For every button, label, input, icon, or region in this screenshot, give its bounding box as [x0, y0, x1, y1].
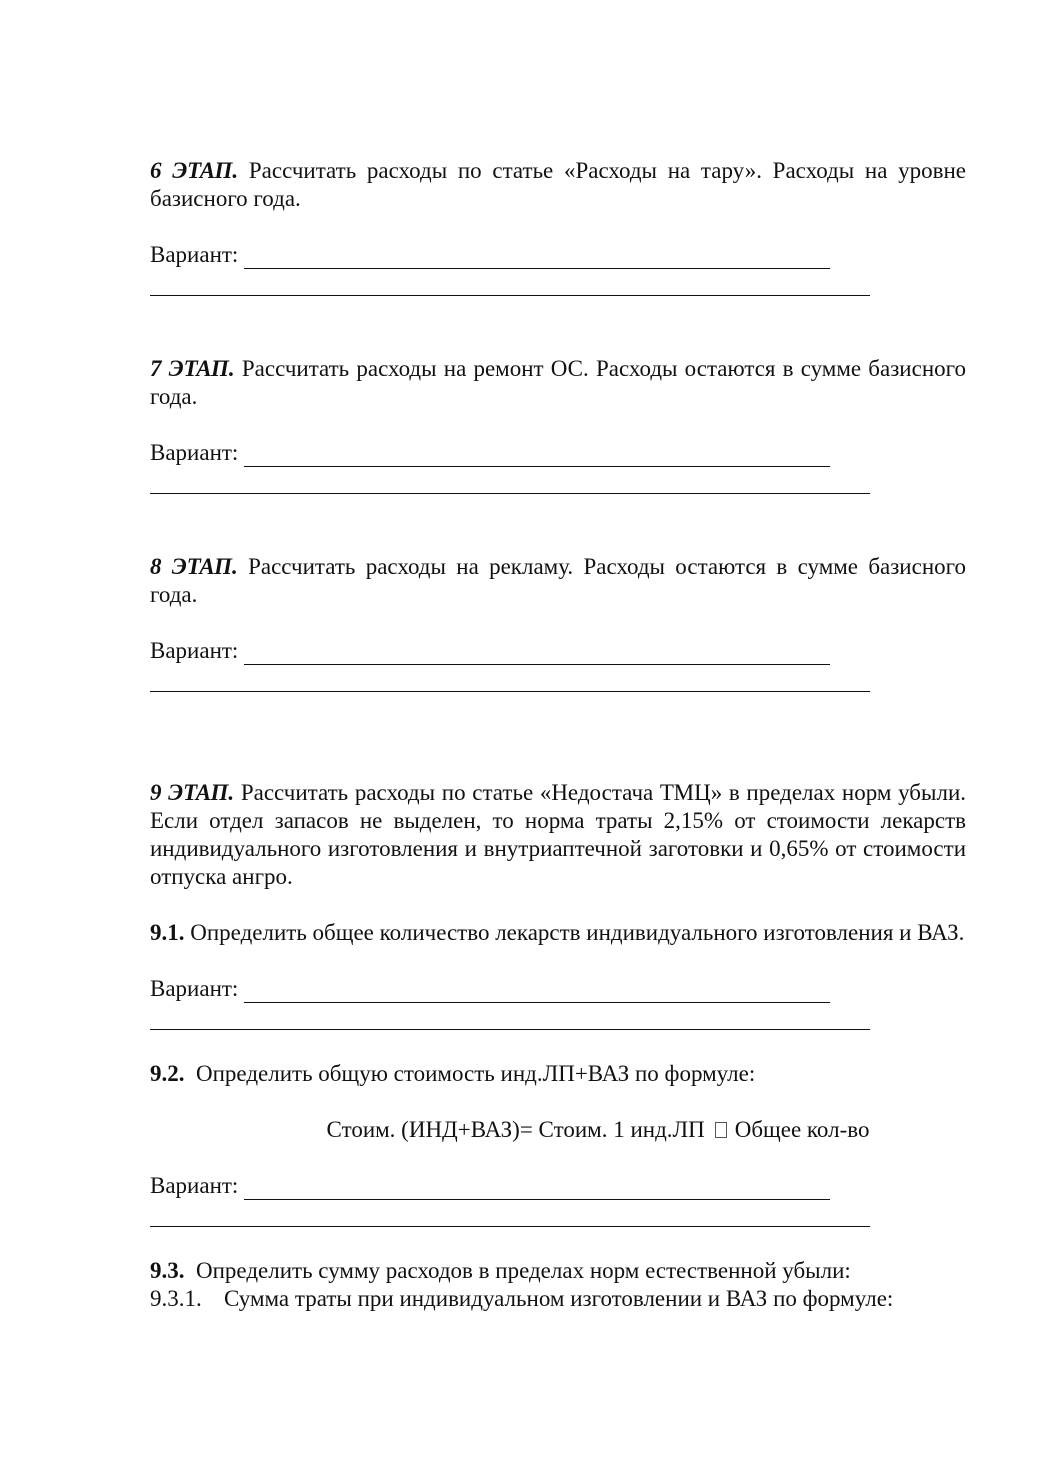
- stage-8-text: Рассчитать расходы на рекламу. Расходы остаются в сумме базисного года.: [150, 554, 966, 607]
- variant-label: Вариант:: [150, 1173, 239, 1198]
- variant-line: [150, 637, 966, 665]
- stage-7-label: 7 ЭТАП.: [150, 356, 235, 381]
- step-9-3-label: 9.3.: [150, 1258, 185, 1283]
- document-body: [150, 157, 966, 1313]
- multiply-symbol-icon: [715, 1122, 727, 1138]
- step-9-1-text: Определить общее количество лекарств индивидуального изготовления и ВАЗ.: [184, 920, 965, 945]
- variant-label: Вариант:: [150, 242, 239, 267]
- formula-left: Стоим. (ИНД+ВАЗ)= Стоим. 1 инд.ЛП: [326, 1117, 705, 1142]
- stage-9-label: 9 ЭТАП.: [150, 780, 235, 805]
- step-9-3-text: Определить сумму расходов в пределах норм естественной убыли:: [184, 1258, 851, 1283]
- stage-8-paragraph: [150, 553, 966, 609]
- variant-answer-blank[interactable]: [244, 248, 830, 269]
- step-9-2-label: 9.2.: [150, 1061, 185, 1086]
- variant-line: [150, 975, 966, 1003]
- stage-9-paragraph: [150, 779, 966, 891]
- stage-8-label: 8 ЭТАП.: [150, 554, 238, 579]
- variant-label: Вариант:: [150, 976, 239, 1001]
- variant-answer-blank[interactable]: [244, 644, 830, 665]
- step-9-2-text: Определить общую стоимость инд.ЛП+ВАЗ по формуле:: [184, 1061, 756, 1086]
- step-9-3-1-paragraph: [150, 1285, 966, 1313]
- stage-6-label: 6 ЭТАП.: [150, 158, 239, 183]
- variant-line: [150, 241, 966, 269]
- step-9-3-paragraph: [150, 1257, 966, 1285]
- stage-7-paragraph: [150, 355, 966, 411]
- variant-label: Вариант:: [150, 440, 239, 465]
- variant-answer-blank[interactable]: [244, 982, 830, 1003]
- step-9-2-paragraph: [150, 1060, 966, 1088]
- stage-6-text: Рассчитать расходы по статье «Расходы на тару». Расходы на уровне базисного года.: [150, 158, 966, 211]
- variant-label: Вариант:: [150, 638, 239, 663]
- formula-right: Общее кол-во: [734, 1117, 870, 1142]
- stage-7-text: Рассчитать расходы на ремонт ОС. Расходы остаются в сумме базисного года.: [150, 356, 966, 409]
- variant-line: [150, 439, 966, 467]
- cost-formula: [150, 1116, 966, 1144]
- step-9-1-label: 9.1.: [150, 920, 185, 945]
- variant-answer-blank[interactable]: [244, 1179, 830, 1200]
- step-9-3-1-label: 9.3.1.: [150, 1286, 202, 1311]
- variant-line: [150, 1172, 966, 1200]
- step-9-1-paragraph: [150, 919, 966, 947]
- stage-9-text: Рассчитать расходы по статье «Недостача ТМЦ» в пределах норм убыли. Если отдел запасов не выделен, то норма траты 2,15% от стоимости лекарств индивидуального изготовления и внутриаптечной заготовки и 0,65% от стоимости отпуска ангро.: [150, 780, 966, 889]
- step-9-3-1-text: Сумма траты при индивидуальном изготовлении и ВАЗ по формуле:: [224, 1286, 894, 1311]
- variant-answer-blank[interactable]: [244, 446, 830, 467]
- stage-6-paragraph: [150, 157, 966, 213]
